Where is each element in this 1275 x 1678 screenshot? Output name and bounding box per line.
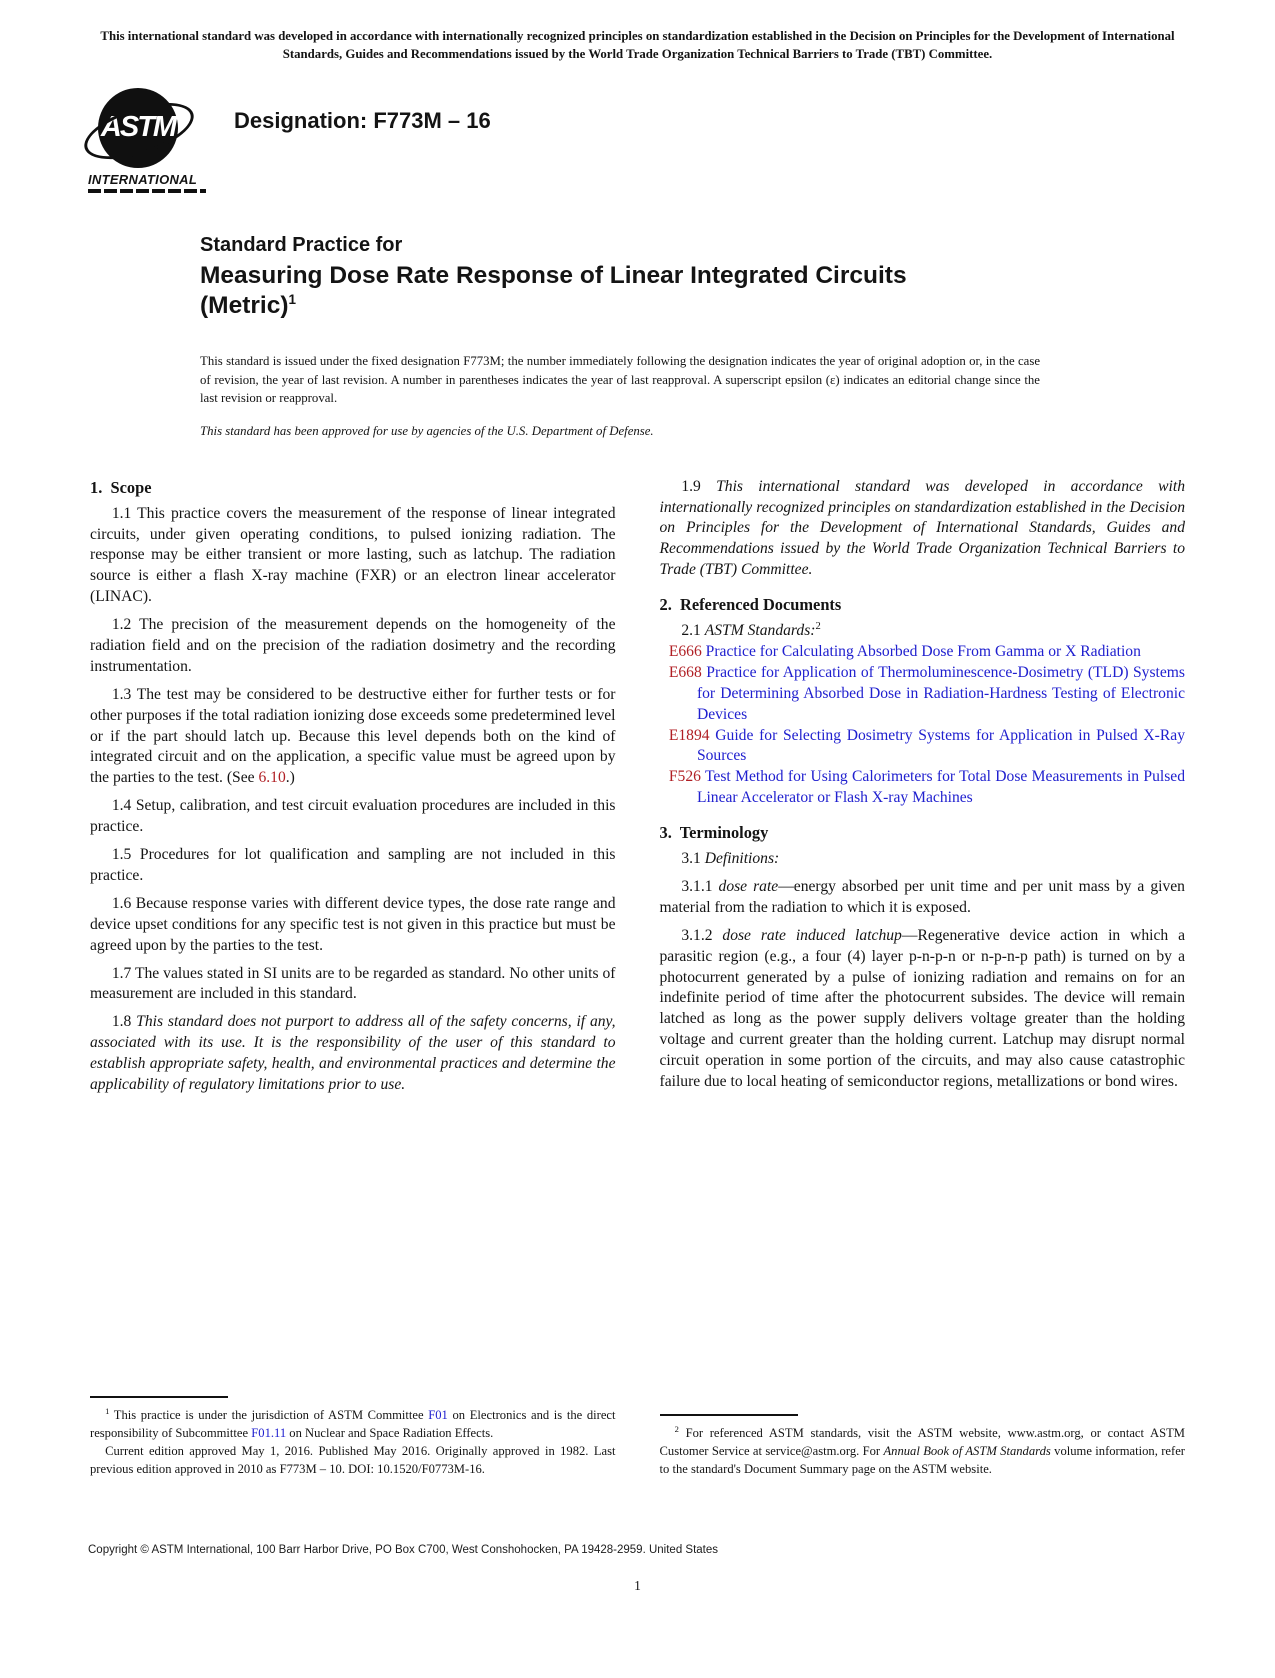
title-kicker: Standard Practice for	[200, 233, 403, 256]
text-segment: ASTM Standards:	[704, 622, 816, 640]
wto-standard-notice: This international standard was developed in accordance with internationally recognized principles on standardization established in the Decision on Principles for the Development of International Standards, Guides and Recommendations issued by the World Trade Organization Technical Barriers to Trade (TBT) Committee.	[100, 29, 1175, 61]
footnotes-left	[90, 1378, 616, 1479]
dod-approval-note: This standard has been approved for use by agencies of the U.S. Department of Defense.	[200, 423, 654, 438]
paragraph-1-6	[90, 894, 616, 957]
standard-title-link[interactable]: Practice for Calculating Absorbed Dose From Gamma or X Radiation	[701, 643, 1141, 661]
text-segment: This international standard was developed in accordance with internationally recognized principles on standardization established in the Decision on Principles for the Development of International Standards, Guides and Recommendations issued by the World Trade Organization Technical Barriers to Trade (TBT) Committee.	[659, 477, 1186, 579]
standard-ref-link[interactable]: E666	[668, 643, 702, 661]
reference-entry-e1894	[668, 726, 1185, 768]
subcommittee-link[interactable]: F01.11	[251, 1426, 287, 1441]
text-segment: 3.1.2	[681, 926, 723, 944]
title-block	[200, 233, 1140, 322]
standard-ref-link[interactable]: E1894	[668, 726, 710, 744]
text-segment: dose rate induced latchup	[722, 926, 902, 944]
text-segment: volume information, refer to the standard's Document Summary page on the ASTM website.	[659, 1443, 1185, 1476]
text-segment: 1.7 The values stated in SI units are to be regarded as standard. No other units of measurement are included in this standard.	[90, 964, 616, 1003]
paragraph-3-1	[660, 849, 1186, 870]
standard-title-link[interactable]: Test Method for Using Calorimeters for Total Dose Measurements in Pulsed Linear Accelerator or Flash X-ray Machines	[696, 768, 1185, 807]
text-segment: 1.8	[111, 1013, 137, 1031]
paragraph-1-4	[90, 796, 616, 838]
section-heading-scope: 1. Scope	[90, 477, 152, 497]
footnotes-right	[660, 1396, 1186, 1479]
astm-globe-icon	[98, 88, 178, 168]
text-segment: on Electronics and is the direct responsibility of Subcommittee	[90, 1408, 616, 1441]
standard-title-link[interactable]: Practice for Application of Thermoluminescence-Dosimetry (TLD) Systems for Determining Absorbed Dose in Radiation-Hardness Testing of Electronic Devices	[696, 663, 1185, 723]
text-segment: 1.6 Because response varies with different device types, the dose rate range and device upset conditions for any specific test is not given in this practice but must be agreed upon by the parties to the test.	[90, 894, 616, 954]
standard-ref-link[interactable]: F526	[668, 768, 701, 786]
text-segment: Current edition approved May 1, 2016. Published May 2016. Originally approved in 1982. Last previous edition approved in 2010 as F773M – 10. DOI: 10.1520/F0773M-16.	[90, 1443, 616, 1476]
text-segment: .)	[285, 769, 295, 787]
reference-entry-f526	[668, 767, 1185, 809]
text-segment: 1.1 This practice covers the measurement of the response of linear integrated circuits, under given operating conditions, to pulsed ionizing radiation. The response may be either transient or more lasting, such as latchup. The radiation source is either a flash X-ray machine (FXR) or an electron linear accelerator (LINAC).	[90, 504, 616, 606]
text-segment: —energy absorbed per unit time and per unit mass by a given material from the radiation to which it is exposed.	[659, 878, 1185, 916]
text-segment: This practice is under the jurisdiction of ASTM Committee	[109, 1408, 429, 1423]
committee-link[interactable]: F01	[428, 1408, 448, 1423]
text-segment: 1.4 Setup, calibration, and test circuit evaluation procedures are included in this practice.	[90, 797, 616, 836]
reference-entry-e668	[668, 663, 1185, 726]
standard-ref-link[interactable]: E668	[668, 663, 702, 681]
title-footnote-ref: 1	[288, 292, 296, 308]
issuance-note: This standard is issued under the fixed designation F773M; the number immediately following the designation indicates the year of original adoption or, in the case of revision, the year of last revision. A number in parentheses indicates the year of last reapproval. A superscript epsilon (ε) indicates an editorial change since the last revision or reapproval.	[200, 354, 1040, 406]
text-segment: 1	[105, 1406, 110, 1417]
paragraph-1-3	[90, 685, 616, 789]
paragraph-1-8	[90, 1012, 616, 1096]
page-number: 1	[634, 1578, 641, 1593]
footnote-1	[90, 1407, 616, 1443]
paragraph-1-9	[660, 477, 1186, 581]
reference-entry-e666	[668, 642, 1185, 663]
logo-wordmark: ASTM	[100, 111, 176, 144]
paragraph-1-1	[90, 504, 616, 608]
footnote-2	[660, 1425, 1186, 1479]
text-segment: —Regenerative device action in which a parasitic region (e.g., a four (4) layer p-n-p-n or n-p-n-p path) is turned on by a photocurrent generated by a pulse of ionizing radiation and remains on for an indefinite period of time after the photocurrent subsides. The device will remain latched as long as the power supply delivers voltage greater than the holding voltage and current greater than the holding current. Latchup may disrupt normal circuit operation in some portion of the circuits, and may also cause catastrophic failure due to local heating of semiconductor regions, metallizations or bond wires.	[659, 926, 1185, 1091]
standard-title-link[interactable]: Guide for Selecting Dosimetry Systems for Application in Pulsed X-Ray Sources	[696, 726, 1185, 765]
footnote-1-edition	[90, 1443, 616, 1479]
text-segment: 1.5 Procedures for lot qualification and sampling are not included in this practice.	[90, 846, 616, 884]
text-segment: For referenced ASTM standards, visit the ASTM website, www.astm.org, or contact ASTM Customer Service at service@astm.org. For	[659, 1426, 1185, 1458]
text-segment: 2	[815, 620, 821, 632]
text-segment: 3.1.1	[681, 878, 719, 896]
designation-label: Designation: F773M – 16	[234, 107, 491, 133]
document-body	[90, 477, 1185, 1479]
logo-international-label: INTERNATIONAL	[88, 171, 198, 187]
text-segment: This standard does not purport to address all of the safety concerns, if any, associated with its use. It is the responsibility of the user of this standard to establish appropriate safety, health, and environmental practices and determine the applicability of regulatory limitations prior to use.	[90, 1013, 616, 1093]
paragraph-3-1-1	[660, 877, 1186, 919]
section-ref-link[interactable]: 6.10	[258, 769, 286, 787]
page-title-text: Measuring Dose Rate Response of Linear Integrated Circuits (Metric)	[200, 261, 907, 320]
paragraph-2-1	[660, 621, 1186, 642]
right-column	[660, 477, 1186, 1479]
footnote-rule	[90, 1396, 228, 1398]
text-segment: on Nuclear and Space Radiation Effects.	[286, 1426, 494, 1441]
paragraph-1-2	[90, 615, 616, 678]
section-heading-referenced-documents: 2. Referenced Documents	[659, 595, 842, 615]
text-segment: Annual Book of ASTM Standards	[883, 1443, 1051, 1458]
copyright-line: Copyright © ASTM International, 100 Barr Harbor Drive, PO Box C700, West Conshohocken, PA 19428-2959. United States	[88, 1544, 719, 1556]
section-heading-terminology: 3. Terminology	[659, 823, 769, 843]
paragraph-3-1-2	[660, 926, 1186, 1093]
page-title	[200, 261, 960, 322]
text-segment: 1.2 The precision of the measurement depends on the homogeneity of the radiation field and on the precision of the radiation dosimetry and the recording instrumentation.	[90, 616, 616, 675]
text-segment: 2	[674, 1423, 679, 1434]
text-segment: 1.3 The test may be considered to be destructive either for further tests or for other purposes if the total radiation ionizing dose exceeds some predetermined level or if the part should latch up. Because this level depends both on the kind of integrated circuit and on the application, a specific value must be agreed upon by the parties to the test. (See	[90, 685, 616, 787]
text-segment: 1.9	[681, 477, 717, 495]
footnote-rule	[660, 1414, 798, 1416]
paragraph-1-5	[90, 845, 616, 887]
logo-striped-bar	[88, 189, 206, 193]
text-segment: Definitions:	[704, 850, 780, 868]
astm-logo	[88, 88, 208, 193]
text-segment: dose rate	[718, 878, 779, 896]
masthead	[88, 88, 1275, 193]
text-segment: 2.1	[681, 622, 705, 640]
paragraph-1-7	[90, 964, 616, 1006]
text-segment: 3.1	[681, 850, 705, 868]
left-column	[90, 477, 616, 1479]
